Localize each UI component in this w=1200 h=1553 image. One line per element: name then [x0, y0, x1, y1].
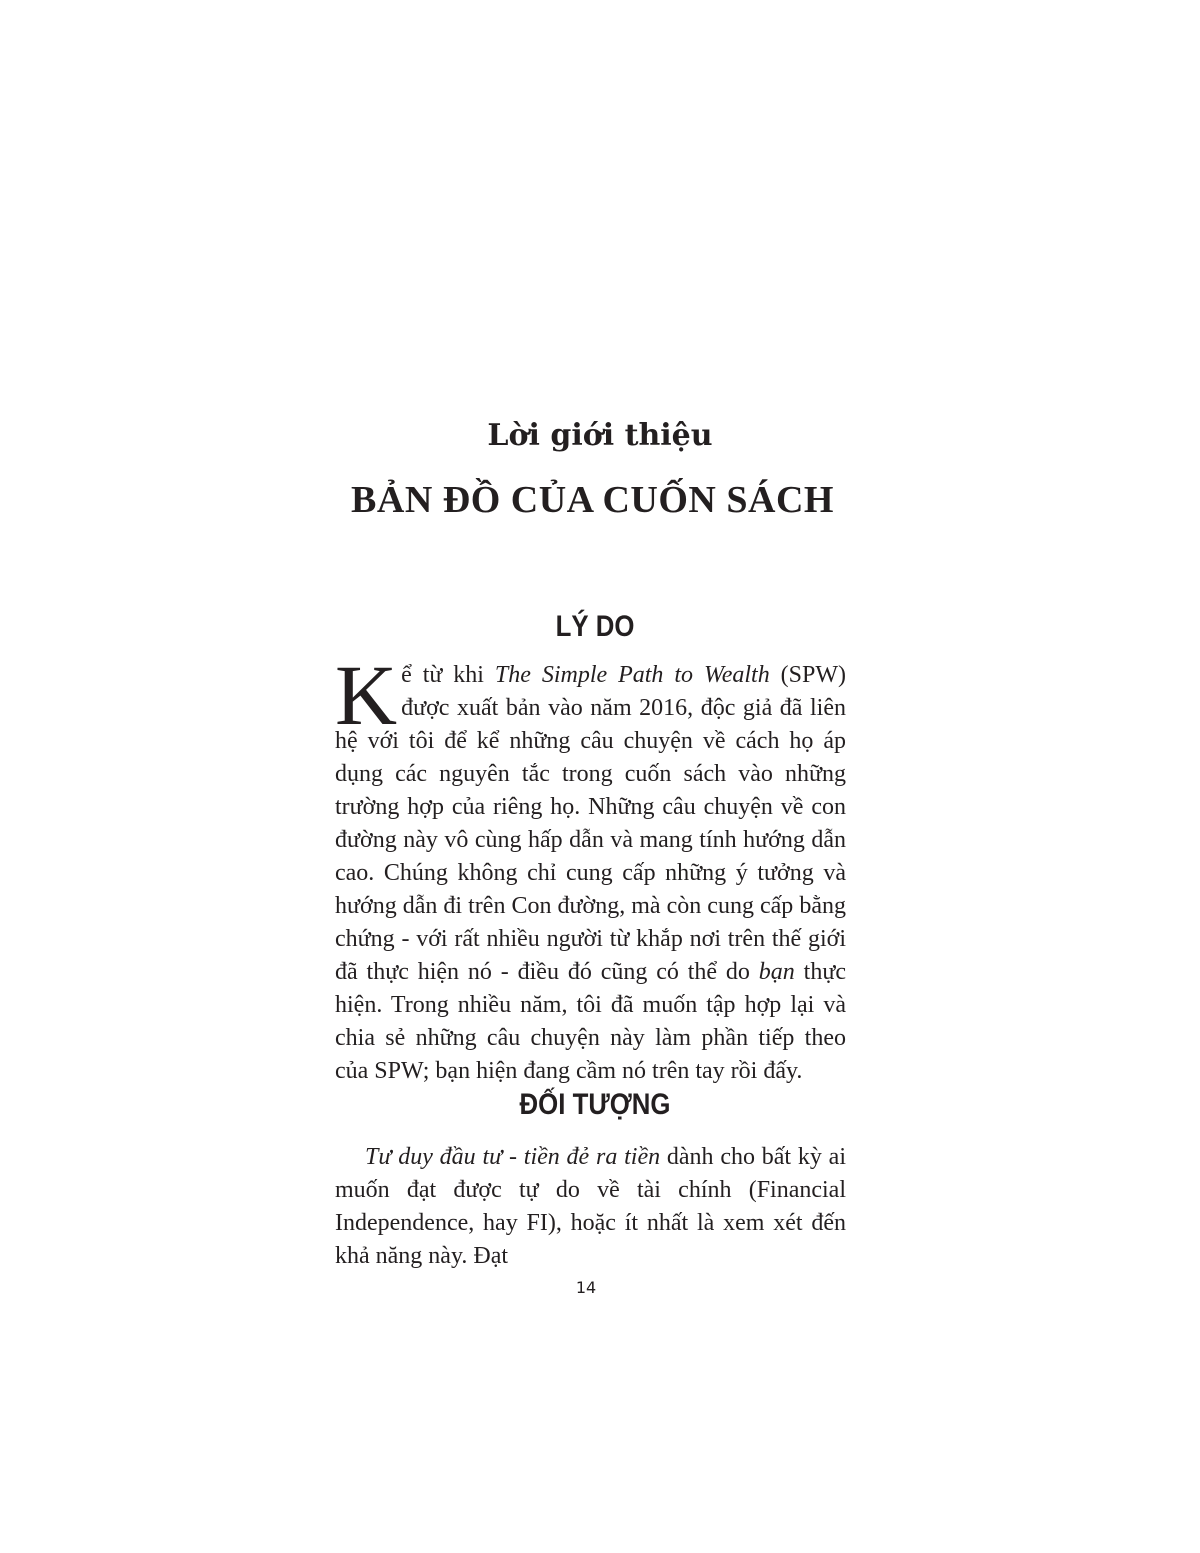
section-heading-ly-do: LÝ DO — [555, 610, 635, 643]
section-paragraph-doi-tuong — [335, 1141, 846, 1273]
paragraph-text: ể từ khi — [401, 662, 495, 688]
emphasis-text: bạn — [758, 959, 795, 985]
chapter-title: BẢN ĐỒ CỦA CUỐN SÁCH — [351, 479, 834, 521]
page-number: 14 — [575, 1278, 597, 1297]
drop-cap: K — [335, 647, 398, 743]
book-title-emphasis: Tư duy đầu tư - tiền đẻ ra tiền — [365, 1144, 661, 1170]
chapter-label: Lời giới thiệu — [487, 418, 713, 453]
book-title-emphasis: The Simple Path to Wealth — [494, 662, 770, 688]
section-paragraph-ly-do — [335, 647, 846, 1088]
section-heading-doi-tuong: ĐỐI TƯỢNG — [519, 1088, 671, 1121]
paragraph-text: dành cho bất kỳ ai muốn đạt được tự do về tài chính (Financial Independence, hay FI), hoặc ít nhất là xem xét đến khả năng này. Đạt — [335, 1144, 846, 1269]
paragraph-text: thực hiện. Trong nhiều năm, tôi đã muốn tập hợp lại và chia sẻ những câu chuyện này làm phần tiếp theo của SPW; bạn hiện đang cầm nó trên tay rồi đấy. — [335, 959, 846, 1084]
paragraph-text: (SPW) được xuất bản vào năm 2016, độc giả đã liên hệ với tôi để kể những câu chuyện về cách họ áp dụng các nguyên tắc trong cuốn sách vào những trường hợp của riêng họ. Những câu chuyện về con đường này vô cùng hấp dẫn và mang tính hướng dẫn cao. Chúng không chỉ cung cấp những ý tưởng và hướng dẫn đi trên Con đường, mà còn cung cấp bằng chứng - với rất nhiều người từ khắp nơi trên thế giới đã thực hiện nó - điều đó cũng có thể do — [335, 662, 846, 985]
